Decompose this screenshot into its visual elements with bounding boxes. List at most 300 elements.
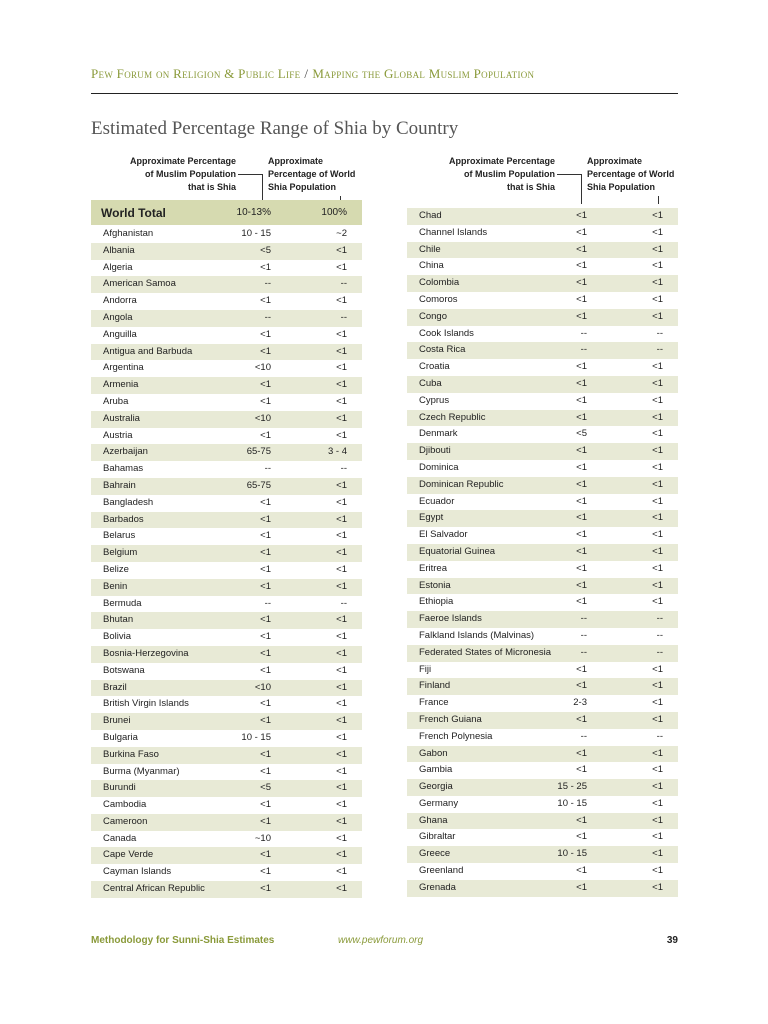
country-name: Belarus: [103, 530, 136, 542]
table-row: [91, 293, 362, 310]
pct-world-value: <1: [336, 513, 347, 525]
right-header-pct-world: Approximate Percentage of World Shia Population: [587, 156, 675, 192]
country-name: Bulgaria: [103, 731, 138, 743]
pct-muslim-value: <5: [576, 428, 587, 440]
pct-muslim-value: --: [580, 629, 587, 641]
pct-muslim-value: <1: [576, 663, 587, 675]
pct-world-value: <1: [336, 698, 347, 710]
table-row: [407, 645, 678, 662]
pct-world-value: <1: [652, 831, 663, 843]
pct-muslim-value: <1: [576, 512, 587, 524]
pct-muslim-value: 65-75: [246, 479, 271, 491]
pct-muslim-value: <1: [260, 631, 271, 643]
pct-world-value: <1: [336, 295, 347, 307]
table-row: [407, 712, 678, 729]
country-name: Chile: [419, 243, 441, 255]
pct-muslim-value: <1: [260, 748, 271, 760]
table-row: [91, 478, 362, 495]
country-name: Belgium: [103, 547, 138, 559]
pct-world-value: <1: [336, 731, 347, 743]
country-name: Bolivia: [103, 631, 131, 643]
pct-world-value: <1: [652, 865, 663, 877]
pct-world-value: <1: [652, 411, 663, 423]
table-row: [91, 864, 362, 881]
pct-muslim-value: <1: [260, 815, 271, 827]
table-row: [407, 494, 678, 511]
table-row: [91, 495, 362, 512]
country-name: British Virgin Islands: [103, 698, 189, 710]
left-header-pct-muslim: Approximate Percentage of Muslim Population that is Shia: [129, 156, 236, 192]
right-country-table: [407, 208, 678, 897]
country-name: Cyprus: [419, 394, 450, 406]
pct-world-value: <1: [652, 277, 663, 289]
table-row: [407, 729, 678, 746]
pct-world-value: <1: [652, 697, 663, 709]
table-row: [91, 512, 362, 529]
table-row: [407, 594, 678, 611]
table-row: [407, 460, 678, 477]
table-row: [407, 342, 678, 359]
table-row: [91, 411, 362, 428]
table-row: [91, 831, 362, 848]
table-row: [407, 578, 678, 595]
table-row: [91, 562, 362, 579]
country-name: Bhutan: [103, 614, 134, 626]
pct-muslim-value: <1: [576, 562, 587, 574]
country-name: Brunei: [103, 715, 131, 727]
country-name: Fiji: [419, 663, 432, 675]
pct-world-value: <1: [652, 243, 663, 255]
pct-muslim-value: <1: [576, 361, 587, 373]
pct-muslim-value: <5: [260, 782, 271, 794]
table-row: [407, 695, 678, 712]
pct-world-value: --: [656, 613, 663, 625]
pct-muslim-value: <1: [260, 614, 271, 626]
pct-muslim-value: 10 - 15: [241, 731, 271, 743]
pct-world-value: <1: [652, 797, 663, 809]
right-header-bracket-a: [581, 174, 582, 204]
table-row: [91, 377, 362, 394]
pct-muslim-value: 65-75: [246, 446, 271, 458]
table-row: [91, 629, 362, 646]
pct-world-value: <1: [336, 715, 347, 727]
country-name: Comoros: [419, 293, 458, 305]
table-row: [407, 359, 678, 376]
table-row: [407, 611, 678, 628]
table-row: [407, 443, 678, 460]
country-name: Cape Verde: [103, 849, 154, 861]
pct-world-value: <1: [652, 764, 663, 776]
pct-muslim-value: <1: [576, 243, 587, 255]
pct-muslim-value: <1: [260, 799, 271, 811]
pct-world-value: <1: [652, 713, 663, 725]
country-name: American Samoa: [103, 278, 176, 290]
pct-world-value: <1: [652, 461, 663, 473]
table-row: [91, 327, 362, 344]
table-row: [407, 258, 678, 275]
pct-world-value: <1: [652, 579, 663, 591]
table-row: [91, 461, 362, 478]
country-name: Chad: [419, 210, 442, 221]
table-row: [407, 225, 678, 242]
world-total-pct-muslim: 10-13%: [236, 207, 271, 218]
pct-world-value: <1: [336, 328, 347, 340]
pct-world-value: <1: [652, 495, 663, 507]
country-name: Greenland: [419, 865, 464, 877]
pct-muslim-value: <1: [260, 395, 271, 407]
pct-muslim-value: 15 - 25: [557, 781, 587, 793]
table-row: [91, 545, 362, 562]
country-name: Ethiopia: [419, 596, 454, 608]
pct-world-value: <1: [652, 562, 663, 574]
table-row: [91, 243, 362, 260]
pct-world-value: <1: [652, 529, 663, 541]
pct-world-value: <1: [652, 848, 663, 860]
pct-world-value: <1: [652, 260, 663, 272]
pct-muslim-value: <1: [576, 831, 587, 843]
pct-world-value: <1: [336, 815, 347, 827]
pct-world-value: --: [656, 344, 663, 356]
country-name: Burkina Faso: [103, 748, 159, 760]
country-name: Algeria: [103, 261, 133, 273]
country-name: Bahamas: [103, 463, 144, 475]
pct-world-value: <1: [652, 814, 663, 826]
pct-muslim-value: <1: [260, 328, 271, 340]
country-name: Croatia: [419, 361, 450, 373]
pct-muslim-value: <1: [576, 210, 587, 221]
pct-world-value: <1: [652, 881, 663, 893]
pct-muslim-value: <1: [260, 580, 271, 592]
country-name: Denmark: [419, 428, 458, 440]
pct-world-value: <1: [652, 512, 663, 524]
pct-muslim-value: --: [264, 311, 271, 323]
table-row: [91, 847, 362, 864]
country-name: Albania: [103, 244, 135, 256]
pct-world-value: <1: [336, 547, 347, 559]
country-name: Angola: [103, 311, 133, 323]
country-name: Burma (Myanmar): [103, 765, 180, 777]
country-name: Eritrea: [419, 562, 447, 574]
header-report: Mapping the Global Muslim Population: [312, 66, 535, 81]
country-name: Antigua and Barbuda: [103, 345, 193, 357]
country-name: Ghana: [419, 814, 448, 826]
header-rule: [91, 93, 678, 94]
pct-world-value: <1: [652, 545, 663, 557]
table-row: [407, 846, 678, 863]
country-name: Burundi: [103, 782, 136, 794]
pct-world-value: <1: [652, 747, 663, 759]
country-name: Belize: [103, 563, 129, 575]
pct-world-value: <1: [336, 748, 347, 760]
pct-muslim-value: <1: [576, 478, 587, 490]
table-row: [91, 579, 362, 596]
country-name: Austria: [103, 429, 133, 441]
table-row: [91, 394, 362, 411]
table-row: [91, 780, 362, 797]
pct-muslim-value: <1: [576, 461, 587, 473]
country-name: Cameroon: [103, 815, 148, 827]
table-row: [91, 713, 362, 730]
pct-world-value: <1: [652, 680, 663, 692]
table-row: [91, 747, 362, 764]
pct-world-value: <1: [336, 883, 347, 895]
pct-muslim-value: <1: [576, 764, 587, 776]
table-row: [91, 680, 362, 697]
pct-world-value: <1: [336, 681, 347, 693]
pct-muslim-value: <10: [254, 362, 271, 374]
table-row: [407, 544, 678, 561]
country-name: Falkland Islands (Malvinas): [419, 629, 535, 641]
pct-world-value: <1: [336, 614, 347, 626]
country-name: Djibouti: [419, 445, 451, 457]
pct-muslim-value: 10 - 15: [241, 228, 271, 239]
country-name: French Guiana: [419, 713, 482, 725]
pct-world-value: <1: [336, 530, 347, 542]
pct-world-value: <1: [336, 563, 347, 575]
pct-muslim-value: <1: [576, 881, 587, 893]
running-header: [91, 66, 534, 82]
pct-muslim-value: <1: [260, 698, 271, 710]
world-total-row: [91, 200, 362, 225]
pct-world-value: --: [340, 597, 347, 609]
pct-muslim-value: <1: [576, 579, 587, 591]
country-name: Bangladesh: [103, 496, 154, 508]
pct-muslim-value: ~10: [254, 832, 271, 844]
country-name: Bermuda: [103, 597, 142, 609]
pct-muslim-value: <1: [576, 394, 587, 406]
table-row: [407, 527, 678, 544]
pct-muslim-value: <1: [576, 814, 587, 826]
table-row: [407, 746, 678, 763]
country-name: Federated States of Micronesia: [419, 646, 552, 658]
country-name: El Salvador: [419, 529, 468, 541]
pct-muslim-value: <1: [260, 295, 271, 307]
table-row: [91, 226, 362, 243]
table-row: [407, 292, 678, 309]
pct-world-value: --: [656, 327, 663, 339]
pct-world-value: <1: [652, 226, 663, 238]
pct-muslim-value: <1: [260, 345, 271, 357]
pct-muslim-value: <1: [260, 715, 271, 727]
pct-world-value: <1: [336, 479, 347, 491]
table-row: [91, 730, 362, 747]
pct-world-value: <1: [336, 866, 347, 878]
pct-muslim-value: --: [580, 327, 587, 339]
pct-world-value: 3 - 4: [327, 446, 347, 458]
table-row: [407, 880, 678, 897]
pct-muslim-value: <1: [260, 429, 271, 441]
pct-muslim-value: <1: [576, 545, 587, 557]
country-name: Estonia: [419, 579, 451, 591]
pct-muslim-value: <1: [260, 849, 271, 861]
country-name: Czech Republic: [419, 411, 486, 423]
pct-world-value: <1: [336, 429, 347, 441]
pct-muslim-value: <10: [254, 681, 271, 693]
country-name: Argentina: [103, 362, 144, 374]
table-row: [91, 528, 362, 545]
country-name: Germany: [419, 797, 459, 809]
pct-muslim-value: <1: [576, 596, 587, 608]
table-row: [407, 863, 678, 880]
left-header-connector: [238, 174, 262, 175]
pct-world-value: <1: [336, 244, 347, 256]
table-row: [407, 326, 678, 343]
pct-muslim-value: <1: [260, 866, 271, 878]
pct-muslim-value: <1: [260, 883, 271, 895]
country-name: Greece: [419, 848, 451, 860]
country-name: Finland: [419, 680, 451, 692]
world-total-label: World Total: [101, 206, 166, 220]
pct-world-value: <1: [336, 664, 347, 676]
table-row: [407, 628, 678, 645]
pct-world-value: <1: [336, 832, 347, 844]
country-name: Gabon: [419, 747, 448, 759]
country-name: Colombia: [419, 277, 460, 289]
table-row: [91, 344, 362, 361]
pct-world-value: --: [340, 278, 347, 290]
country-name: Faeroe Islands: [419, 613, 482, 625]
pct-world-value: --: [340, 311, 347, 323]
country-name: Australia: [103, 412, 140, 424]
pct-muslim-value: <1: [260, 765, 271, 777]
country-name: Botswana: [103, 664, 145, 676]
right-header-bracket-b: [658, 196, 659, 204]
pct-muslim-value: --: [264, 278, 271, 290]
table-row: [407, 510, 678, 527]
country-name: Armenia: [103, 379, 139, 391]
pct-world-value: <1: [336, 379, 347, 391]
pct-world-value: <1: [336, 395, 347, 407]
pct-muslim-value: <1: [260, 664, 271, 676]
pct-world-value: <1: [336, 345, 347, 357]
right-header-pct-muslim: Approximate Percentage of Muslim Population that is Shia: [448, 156, 555, 192]
left-country-table: [91, 226, 362, 898]
country-name: Ecuador: [419, 495, 455, 507]
page-number: 39: [666, 935, 678, 946]
pct-muslim-value: <1: [576, 445, 587, 457]
pct-muslim-value: 10 - 15: [557, 848, 587, 860]
country-name: Canada: [103, 832, 137, 844]
country-name: Dominica: [419, 461, 459, 473]
pct-muslim-value: --: [264, 597, 271, 609]
pct-world-value: <1: [652, 361, 663, 373]
table-row: [407, 813, 678, 830]
table-row: [407, 662, 678, 679]
table-row: [407, 426, 678, 443]
country-name: Grenada: [419, 881, 456, 893]
table-row: [407, 208, 678, 225]
pct-world-value: <1: [652, 445, 663, 457]
table-row: [91, 646, 362, 663]
pct-muslim-value: <10: [254, 412, 271, 424]
pct-world-value: --: [340, 463, 347, 475]
pct-muslim-value: <5: [260, 244, 271, 256]
table-row: [407, 762, 678, 779]
pct-world-value: <1: [336, 362, 347, 374]
country-name: Gibraltar: [419, 831, 456, 843]
table-row: [407, 410, 678, 427]
country-name: France: [419, 697, 449, 709]
table-row: [91, 612, 362, 629]
page-title: Estimated Percentage Range of Shia by Country: [91, 118, 459, 139]
country-name: Gambia: [419, 764, 453, 776]
country-name: Georgia: [419, 781, 453, 793]
footer-website[interactable]: www.pewforum.org: [338, 935, 424, 946]
header-separator: /: [304, 66, 309, 81]
table-row: [91, 310, 362, 327]
pct-world-value: <1: [336, 631, 347, 643]
table-row: [91, 881, 362, 898]
table-row: [407, 796, 678, 813]
table-row: [407, 393, 678, 410]
pct-muslim-value: <1: [260, 379, 271, 391]
country-name: French Polynesia: [419, 730, 493, 742]
table-row: [91, 663, 362, 680]
table-row: [91, 696, 362, 713]
pct-world-value: <1: [652, 310, 663, 322]
country-name: Cook Islands: [419, 327, 474, 339]
pct-world-value: <1: [336, 799, 347, 811]
country-name: Dominican Republic: [419, 478, 504, 490]
pct-muslim-value: <1: [576, 529, 587, 541]
table-row: [91, 260, 362, 277]
pct-muslim-value: <1: [576, 865, 587, 877]
right-header-connector: [557, 174, 581, 175]
country-name: Azerbaijan: [103, 446, 148, 458]
pct-world-value: --: [656, 629, 663, 641]
pct-world-value: <1: [652, 377, 663, 389]
pct-world-value: <1: [336, 496, 347, 508]
pct-muslim-value: <1: [576, 495, 587, 507]
country-name: Egypt: [419, 512, 444, 524]
pct-world-value: <1: [652, 428, 663, 440]
pct-world-value: <1: [336, 647, 347, 659]
pct-muslim-value: <1: [576, 260, 587, 272]
pct-world-value: <1: [652, 293, 663, 305]
country-name: Anguilla: [103, 328, 137, 340]
pct-muslim-value: <1: [260, 530, 271, 542]
country-name: Bahrain: [103, 479, 136, 491]
pct-muslim-value: <1: [576, 747, 587, 759]
pct-muslim-value: <1: [260, 563, 271, 575]
country-name: Cayman Islands: [103, 866, 172, 878]
table-row: [91, 276, 362, 293]
pct-muslim-value: <1: [576, 377, 587, 389]
pct-muslim-value: --: [580, 613, 587, 625]
table-row: [407, 309, 678, 326]
country-name: Channel Islands: [419, 226, 488, 238]
pct-world-value: <1: [652, 596, 663, 608]
pct-muslim-value: --: [264, 463, 271, 475]
country-name: Afghanistan: [103, 228, 154, 239]
pct-muslim-value: <1: [260, 547, 271, 559]
country-name: Cambodia: [103, 799, 147, 811]
country-name: Bosnia-Herzegovina: [103, 647, 189, 659]
pct-world-value: --: [656, 646, 663, 658]
table-row: [91, 797, 362, 814]
pct-world-value: --: [656, 730, 663, 742]
pct-muslim-value: --: [580, 344, 587, 356]
table-row: [91, 428, 362, 445]
pct-muslim-value: --: [580, 730, 587, 742]
pct-world-value: <1: [652, 210, 663, 221]
pct-muslim-value: <1: [576, 226, 587, 238]
table-row: [91, 360, 362, 377]
header-publisher: Pew Forum on Religion & Public Life: [91, 66, 301, 81]
pct-muslim-value: --: [580, 646, 587, 658]
country-name: Benin: [103, 580, 128, 592]
pct-world-value: <1: [336, 849, 347, 861]
